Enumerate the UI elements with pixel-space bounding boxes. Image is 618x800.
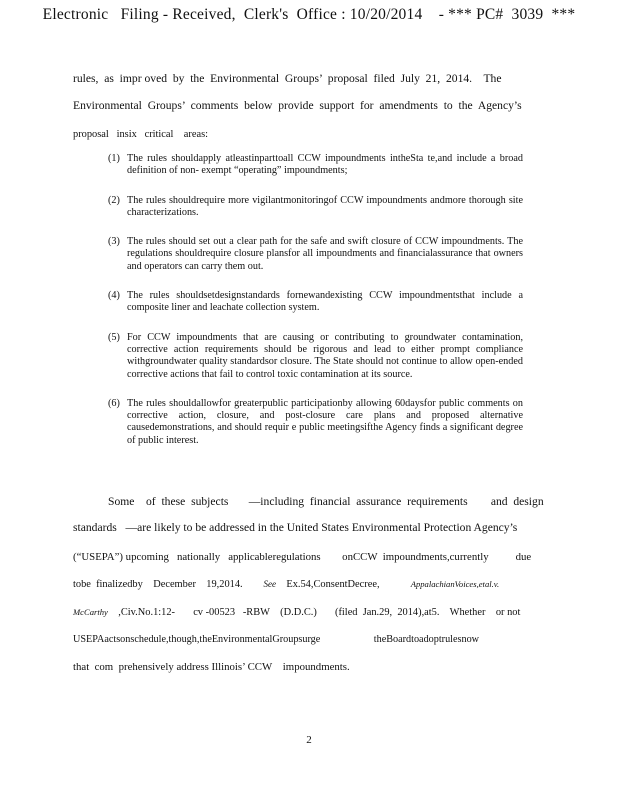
closing-line-4-exhibit: Ex.54,ConsentDecree,: [275, 579, 411, 590]
numbered-list: [108, 153, 523, 464]
list-item-text: For CCW impoundments that are causing or contributing to groundwater contamination, corrective action requirements should be rigorous and lead to either prompt compliance withgroundwater quality standardsor closure. The State should not continue to allow open-ended corrective actions that fail to control toxic contamination at its source.: [127, 331, 523, 380]
intro-line-1: rules, as impr oved by the Environmental Groups’ proposal filed July 21, 2014. The: [73, 72, 502, 85]
list-item-number: (6): [108, 397, 120, 409]
list-item-text: The rules shouldrequire more vigilantmonitoringof CCW impoundments andmore thorough site characterizations.: [127, 194, 523, 218]
page-number: 2: [306, 734, 312, 746]
closing-line-3: (“USEPA”) upcoming nationally applicableregulations onCCW impoundments,currently due: [73, 551, 532, 563]
list-item-number: (5): [108, 331, 120, 343]
list-item: [108, 290, 523, 315]
list-item: [108, 195, 523, 220]
list-item-text: The rules shouldapply atleastinparttoall CCW impoundments intheSta te,and include a broad definition of non- exempt “operating” impoundments;: [127, 153, 523, 177]
list-item-text: The rules should set out a clear path for the safe and swift closure of CCW impoundments. The regulations shouldrequire closure plansfor all impoundments and financialassurance that owners and operators can carry them out.: [127, 236, 523, 272]
closing-line-5: [73, 605, 545, 620]
list-item-number: (1): [108, 153, 120, 164]
closing-line-4-text: tobe finalizedby December 19,2014.: [73, 579, 264, 590]
see-signal: See: [263, 579, 276, 589]
list-item: [108, 236, 523, 273]
filing-header: Electronic Filing - Received, Clerk's Office : 10/20/2014 - *** PC# 3039 ***: [42, 6, 576, 23]
case-name-part-2: McCarthy: [73, 607, 108, 617]
closing-line-1: Some of these subjects —including financial assurance requirements and design: [108, 495, 544, 508]
closing-line-5-text: ,Civ.No.1:12- cv -00523 -RBW (D.D.C.) (filed Jan.29, 2014),at5. Whether or not: [107, 607, 521, 618]
closing-line-7: that com prehensively address Illinois’ CCW impoundments.: [73, 661, 350, 673]
intro-line-3: proposal insix critical areas:: [73, 129, 209, 140]
list-item: [108, 153, 523, 178]
list-item-number: (2): [108, 194, 120, 206]
list-item-number: (3): [108, 236, 120, 248]
closing-line-6: USEPAactsonschedule,though,theEnvironmentalGroupsurge theBoardtoadoptrulesnow: [73, 634, 480, 645]
case-name-part-1: AppalachianVoices,etal.v.: [410, 579, 500, 589]
list-item: [108, 332, 523, 381]
list-item: [108, 398, 523, 447]
list-item-text: The rules shouldallowfor greaterpublic participationby allowing 60daysfor public comments on corrective action, closure, and post-closure care plans and proposed alternative causedemonstrations, and should requir e public meetingsifthe Agency finds a significant degree of public interest.: [127, 397, 523, 446]
list-item-text: The rules shouldsetdesignstandards fornewandexisting CCW impoundmentsthat include a composite liner and leachate collection system.: [127, 290, 523, 314]
closing-line-4: [73, 577, 545, 592]
list-item-number: (4): [108, 290, 120, 302]
closing-line-2: standards —are likely to be addressed in the United States Environmental Protection Agency’s: [73, 521, 518, 534]
intro-line-2: Environmental Groups’ comments below provide support for amendments to the Agency’s: [73, 99, 522, 112]
